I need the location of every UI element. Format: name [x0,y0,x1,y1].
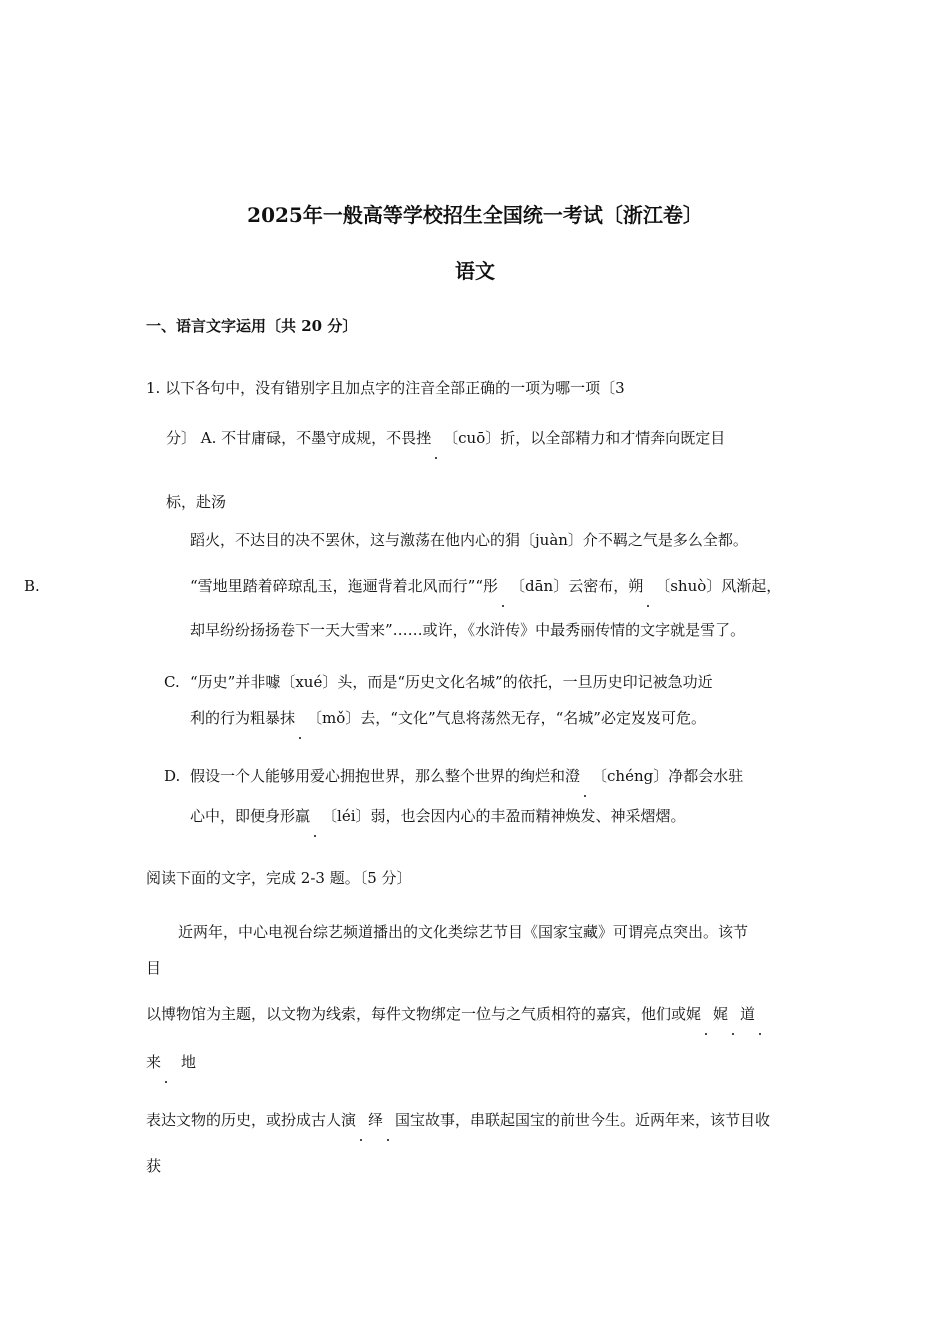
option-c-text-part-2: 〔mǒ〕去，“文化”气息将荡然无存，“名城”必定岌岌可危。 [307,709,706,727]
question-1-option-b-line-1 [190,576,781,596]
question-1-option-d-line-2 [190,806,686,826]
option-a-text-part-1: 分〕 A. 不甘庸碌，不墨守成规，不畏挫 [166,429,432,447]
option-a-text-part-2: 〔cuō〕折，以全部精力和才情奔向既定目 [443,429,726,447]
option-d-text-part-1: 假设一个人能够用爱心拥抱世界，那么整个世界的绚烂和澄 [190,767,581,785]
passage-line-5-part-3: 国宝故事，串联起国宝的前世今生。近两年来，该节目收 [395,1111,771,1129]
option-b-text-part-2: 〔dān〕云密布，朔 [510,577,644,595]
passage-line-4-part-2: 地 [181,1053,197,1071]
passage-line-4-part-1: 来 [146,1053,162,1071]
question-1-option-a-line-3: 蹈火，不达目的决不罢休，这与激荡在他内心的狷〔juàn〕介不羁之气是多么全都。 [190,531,748,549]
subject-title: 语文 [455,259,495,283]
option-c-label: C. [164,673,180,691]
passage-line-3-part-1: 以博物馆为主题，以文物为线索，每件文物绑定一位与之气质相符的嘉宾，他们或娓 [146,1005,702,1023]
option-b-text-part-1: “雪地里踏着碎琼乱玉，迤逦背着北风而行”“彤 [190,577,499,595]
passage-line-2: 目 [146,959,162,977]
passage-line-4 [146,1052,196,1072]
question-1-option-c-line-2 [190,708,706,728]
question-1-option-b-line-2: 却早纷纷扬扬卷下一天大雪来”……或许，《水浒传》中最秀丽传情的文字就是雪了。 [190,621,746,639]
exam-title: 2025年一般高等学校招生全国统一考试〔浙江卷〕 [247,203,703,227]
question-1-option-a-line-2: 标，赴汤 [166,493,227,511]
option-b-label: B. [24,577,40,595]
passage-line-6: 获 [146,1157,162,1175]
section-heading: 一、语言文字运用〔共 20 分〕 [146,317,358,335]
passage-line-5-part-2: 绎 [368,1111,384,1129]
option-d-text-part-4: 〔léi〕弱，也会因内心的丰盈而精神焕发、神采熠熠。 [322,807,686,825]
question-1-option-d-line-1 [190,766,743,786]
option-b-text-part-3: 〔shuò〕风渐起， [655,577,782,595]
passage-line-5-part-1: 表达文物的历史，或扮成古人演 [146,1111,357,1129]
question-1-option-c-line-1: “历史”并非噱〔xué〕头，而是“历史文化名城”的依托，一旦历史印记被急功近 [190,673,713,691]
question-1-stem: 1. 以下各句中，没有错别字且加点字的注音全部正确的一项为哪一项〔3 [146,379,625,397]
option-c-text-part-1: 利的行为粗暴抹 [190,709,296,727]
option-d-text-part-3: 心中，即便身形羸 [190,807,311,825]
option-d-label: D. [164,767,181,785]
option-d-text-part-2: 〔chéng〕净都会水驻 [592,767,744,785]
passage-line-3-part-2: 娓 [713,1005,729,1023]
passage-line-5 [146,1110,770,1130]
reading-instruction: 阅读下面的文字，完成 2-3 题。〔5 分〕 [146,869,412,887]
passage-line-3-part-3: 道 [740,1005,756,1023]
passage-line-3 [146,1004,767,1024]
passage-line-1: 近两年，中心电视台综艺频道播出的文化类综艺节目《国家宝藏》可谓亮点突出。该节 [178,923,749,941]
question-1-option-a-line-1 [166,428,725,448]
